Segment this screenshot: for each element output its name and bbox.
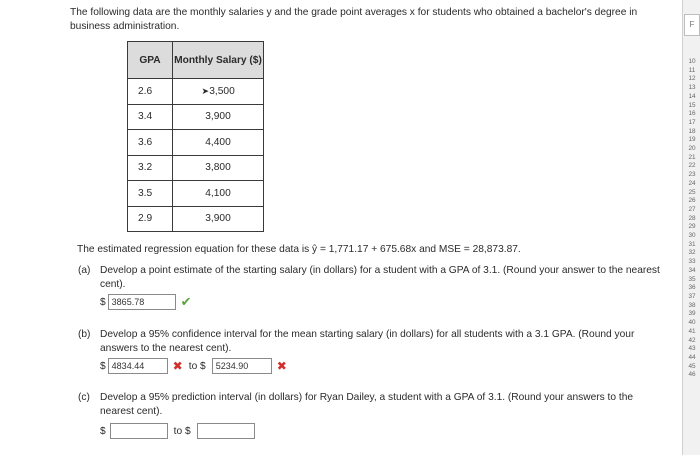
line-number: 25 [688, 188, 696, 196]
gpa-cell: 3.2 [128, 155, 173, 181]
line-number: 40 [688, 319, 696, 327]
question-a-label: (a) [78, 265, 91, 276]
question-b-text: Develop a 95% confidence interval for the mean starting salary (in dollars) for all students with a 3.1 GPA. (Round your answers to the nearest cent). [100, 329, 635, 354]
line-number: 16 [688, 110, 696, 118]
to-label: to $ [173, 425, 191, 437]
line-number: 18 [688, 127, 696, 135]
line-number: 28 [688, 214, 696, 222]
currency-symbol: $ [100, 296, 106, 308]
checkmark-icon: ✔ [180, 294, 192, 309]
line-number: 29 [688, 223, 696, 231]
answer-c-upper-input[interactable] [197, 423, 255, 439]
line-number: 42 [688, 336, 696, 344]
line-number: 41 [688, 327, 696, 335]
line-number: 32 [688, 249, 696, 257]
line-number: 30 [688, 232, 696, 240]
line-number: 13 [688, 84, 696, 92]
answer-c [100, 423, 255, 439]
gpa-header: GPA [128, 42, 173, 79]
line-number: 23 [688, 171, 696, 179]
line-number: 26 [688, 197, 696, 205]
line-number: 19 [688, 136, 696, 144]
line-number: 34 [688, 266, 696, 274]
line-numbers [684, 58, 700, 380]
line-number: 14 [688, 92, 696, 100]
answer-b-upper-input[interactable]: 5234.90 [212, 358, 272, 374]
cross-icon: ✖ [172, 359, 183, 373]
line-number: 45 [688, 362, 696, 370]
cross-icon: ✖ [276, 359, 287, 373]
gpa-cell: 3.5 [128, 181, 173, 207]
salary-cell: 3,900 [173, 104, 264, 130]
data-table [127, 41, 264, 232]
salary-cell: 4,400 [173, 130, 264, 156]
answer-a-input[interactable]: 3865.78 [108, 294, 176, 310]
table-row [128, 155, 264, 181]
line-number: 24 [688, 179, 696, 187]
to-label: to $ [188, 360, 206, 372]
line-number: 31 [688, 240, 696, 248]
table-row [128, 181, 264, 207]
salary-cell: ➤3,500 [173, 79, 264, 105]
answer-a [100, 294, 192, 310]
line-number: 22 [688, 162, 696, 170]
line-number: 15 [688, 101, 696, 109]
salary-cell: 3,800 [173, 155, 264, 181]
line-number: 39 [688, 310, 696, 318]
line-number: 10 [688, 58, 696, 65]
currency-symbol: $ [100, 360, 106, 372]
regression-equation: The estimated regression equation for these data is ŷ = 1,771.17 + 675.68x and MSE = 28,873.87. [77, 244, 521, 255]
answer-b [100, 358, 287, 374]
question-c-label: (c) [78, 392, 90, 403]
answer-c-lower-input[interactable] [110, 423, 168, 439]
line-number: 44 [688, 353, 696, 361]
salary-cell: 3,900 [173, 206, 264, 232]
question-b-label: (b) [78, 329, 91, 340]
line-number: 21 [688, 153, 696, 161]
table-row [128, 206, 264, 232]
table-row [128, 79, 264, 105]
line-number: 37 [688, 292, 696, 300]
gpa-cell: 3.6 [128, 130, 173, 156]
mouse-cursor-icon: ➤ [201, 85, 210, 96]
question-a [78, 264, 663, 292]
question-a-text: Develop a point estimate of the starting salary (in dollars) for a student with a GPA of 3.1. (Round your answer to the nearest cent). [100, 265, 660, 290]
answer-b-lower-input[interactable]: 4834.44 [108, 358, 168, 374]
table-row [128, 130, 264, 156]
table-header-row [128, 42, 264, 79]
currency-symbol: $ [100, 425, 106, 437]
gpa-cell: 2.9 [128, 206, 173, 232]
salary-header: Monthly Salary ($) [173, 42, 264, 79]
line-number: 43 [688, 345, 696, 353]
gpa-cell: 2.6 [128, 79, 173, 105]
salary-cell: 4,100 [173, 181, 264, 207]
question-b [78, 328, 663, 356]
intro-text: The following data are the monthly salaries y and the grade point averages x for students who obtained a bachelor's degree in business administration. [70, 7, 638, 32]
line-number: 46 [688, 371, 696, 379]
line-number: 33 [688, 258, 696, 266]
gutter-tab[interactable]: F [684, 14, 700, 36]
line-number: 17 [688, 118, 696, 126]
line-number: 20 [688, 145, 696, 153]
gpa-cell: 3.4 [128, 104, 173, 130]
question-c [78, 391, 663, 419]
line-number: 11 [688, 66, 696, 74]
line-number: 38 [688, 301, 696, 309]
line-number: 12 [688, 75, 696, 83]
line-number: 35 [688, 275, 696, 283]
line-number: 36 [688, 284, 696, 292]
question-c-text: Develop a 95% prediction interval (in dollars) for Ryan Dailey, a student with a GPA of 3.1. (Round your answers to the nearest cent). [100, 392, 634, 417]
line-number: 27 [688, 205, 696, 213]
table-row [128, 104, 264, 130]
